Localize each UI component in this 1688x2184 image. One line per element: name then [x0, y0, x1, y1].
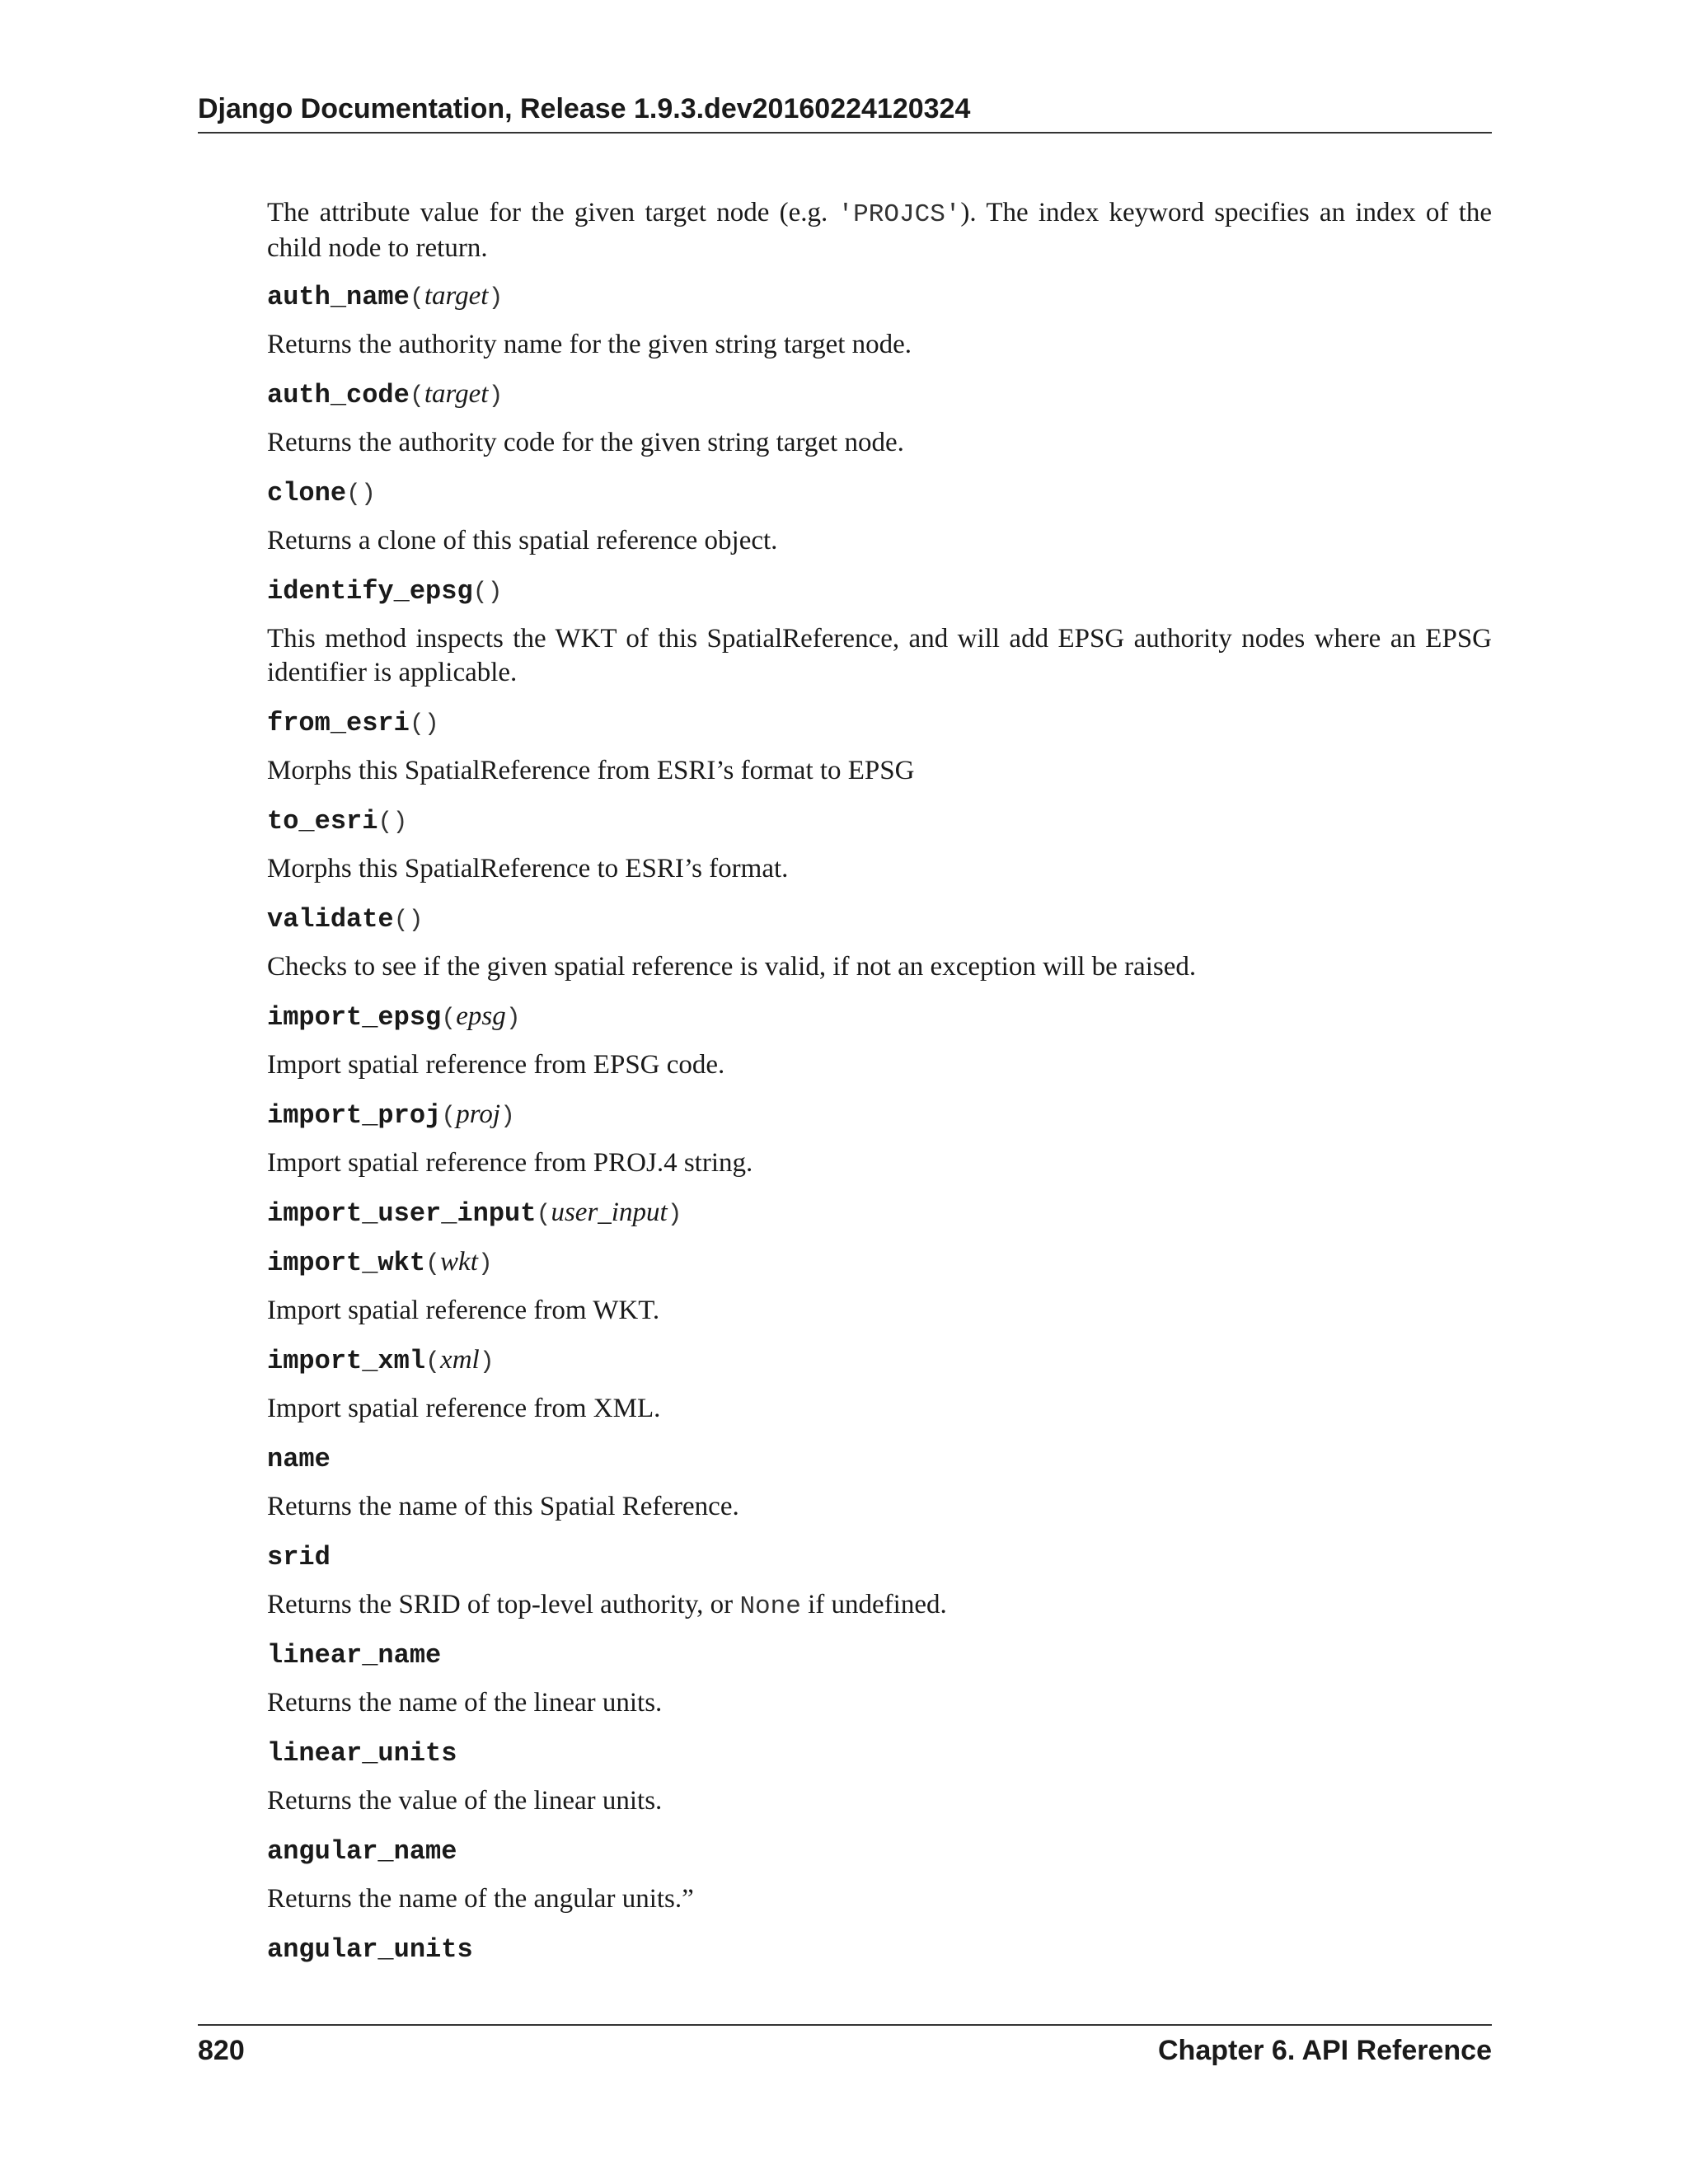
- close-paren: ): [477, 1250, 493, 1278]
- method-name: import_proj: [267, 1100, 442, 1131]
- method-argument: target: [424, 379, 489, 409]
- method-argument: user_input: [551, 1197, 668, 1227]
- close-paren: ): [667, 1201, 682, 1229]
- attribute-description: Returns the name of the linear units.: [267, 1688, 663, 1718]
- close-paren: ): [487, 579, 503, 607]
- method-name: from_esri: [267, 708, 410, 738]
- close-paren: ): [392, 808, 408, 837]
- method-signature: [267, 1343, 1492, 1377]
- method-name: import_xml: [267, 1346, 426, 1376]
- method-name: import_epsg: [267, 1002, 442, 1033]
- open-paren: (: [393, 907, 409, 935]
- attribute-signature: [267, 1637, 1492, 1671]
- attribute-angular-units: [267, 1931, 1492, 1966]
- method-signature: [267, 1244, 1492, 1279]
- attribute-name-label: name: [267, 1444, 331, 1474]
- attribute-linear-units: [267, 1735, 1492, 1818]
- method-name: auth_name: [267, 282, 410, 312]
- method-description: Returns the authority name for the given string target node.: [267, 330, 912, 359]
- intro-paragraph: [267, 196, 1492, 264]
- method-description: Returns a clone of this spatial reference object.: [267, 526, 778, 555]
- close-paren: ): [361, 480, 377, 509]
- method-name: identify_epsg: [267, 576, 473, 607]
- attribute-angular-name: [267, 1833, 1492, 1916]
- open-paren: (: [409, 382, 424, 410]
- method-argument: proj: [456, 1099, 501, 1129]
- method-signature: [267, 999, 1492, 1033]
- method-description: Checks to see if the given spatial reference is valid, if not an exception will be raised.: [267, 952, 1197, 982]
- method-description: Import spatial reference from EPSG code.: [267, 1050, 725, 1080]
- method-description: Morphs this SpatialReference from ESRI’s format to EPSG: [267, 756, 915, 785]
- chapter-title: Chapter 6. API Reference: [1158, 2035, 1492, 2066]
- document-title: Django Documentation, Release 1.9.3.dev20160224120324: [198, 93, 971, 124]
- open-paren: (: [472, 579, 488, 607]
- intro-text-after: ). The index keyword specifies an index of the child node to return.: [267, 198, 1493, 263]
- method-signature: [267, 901, 1492, 935]
- method-description: Returns the authority code for the given string target node.: [267, 428, 904, 457]
- close-paren: ): [488, 382, 504, 410]
- none-inline-code: None: [739, 1592, 801, 1621]
- method-import-xml: [267, 1343, 1492, 1426]
- close-paren: ): [488, 284, 504, 312]
- method-identify-epsg: [267, 573, 1492, 690]
- attribute-signature: [267, 1441, 1492, 1475]
- attribute-signature: [267, 1539, 1492, 1573]
- open-paren: (: [425, 1250, 441, 1278]
- method-to-esri: [267, 803, 1492, 886]
- attribute-linear-name: [267, 1637, 1492, 1720]
- attribute-description: Returns the value of the linear units.: [267, 1786, 663, 1816]
- method-name: clone: [267, 478, 347, 509]
- attribute-srid: [267, 1539, 1492, 1622]
- method-import-proj: [267, 1097, 1492, 1180]
- method-signature: [267, 573, 1492, 607]
- method-signature: [267, 803, 1492, 837]
- method-name: validate: [267, 904, 394, 935]
- attribute-name-label: linear_units: [267, 1738, 457, 1769]
- method-signature: [267, 279, 1492, 313]
- method-import-user-input: [267, 1195, 1492, 1230]
- attribute-name-label: angular_name: [267, 1836, 457, 1867]
- open-paren: (: [346, 480, 362, 509]
- method-import-wkt: [267, 1244, 1492, 1328]
- attribute-signature: [267, 1735, 1492, 1769]
- method-description: Import spatial reference from PROJ.4 string.: [267, 1148, 753, 1178]
- method-description: Morphs this SpatialReference to ESRI’s format.: [267, 854, 789, 883]
- method-description: Import spatial reference from WKT.: [267, 1296, 660, 1325]
- method-name: import_wkt: [267, 1248, 426, 1278]
- method-argument: wkt: [440, 1247, 478, 1277]
- api-content: [267, 196, 1492, 1966]
- attribute-name-label: srid: [267, 1542, 331, 1572]
- page-header: [198, 92, 1492, 134]
- close-paren: ): [479, 1348, 495, 1376]
- attribute-name-label: linear_name: [267, 1640, 442, 1671]
- srid-desc-before: Returns the SRID of top-level authority, or: [267, 1590, 740, 1619]
- method-name: to_esri: [267, 806, 378, 837]
- intro-inline-code: 'PROJCS': [837, 200, 961, 229]
- open-paren: (: [441, 1103, 457, 1131]
- method-validate: [267, 901, 1492, 984]
- method-argument: target: [424, 281, 489, 311]
- page-footer: [198, 2024, 1492, 2075]
- attribute-description: Returns the name of the angular units.”: [267, 1884, 694, 1914]
- method-signature: [267, 1195, 1492, 1230]
- method-signature: [267, 705, 1492, 739]
- method-name: auth_code: [267, 380, 410, 410]
- open-paren: (: [409, 710, 424, 738]
- attribute-signature: [267, 1833, 1492, 1868]
- open-paren: (: [536, 1201, 551, 1229]
- attribute-description: [267, 1588, 1492, 1622]
- intro-text-before: The attribute value for the given target node (e.g.: [267, 198, 838, 227]
- open-paren: (: [425, 1348, 441, 1376]
- srid-desc-after: if undefined.: [800, 1590, 947, 1619]
- method-name: import_user_input: [267, 1198, 537, 1229]
- method-auth-code: [267, 377, 1492, 460]
- method-signature: [267, 475, 1492, 509]
- method-argument: epsg: [456, 1001, 506, 1031]
- close-paren: ): [505, 1005, 521, 1033]
- method-import-epsg: [267, 999, 1492, 1082]
- close-paren: ): [424, 710, 439, 738]
- page-number: 820: [198, 2035, 245, 2066]
- attribute-name: [267, 1441, 1492, 1524]
- open-paren: (: [409, 284, 424, 312]
- method-argument: xml: [440, 1345, 480, 1375]
- method-signature: [267, 1097, 1492, 1132]
- open-paren: (: [441, 1005, 457, 1033]
- attribute-description: Returns the name of this Spatial Reference.: [267, 1492, 739, 1521]
- open-paren: (: [377, 808, 393, 837]
- attribute-name-label: angular_units: [267, 1934, 473, 1965]
- close-paren: ): [408, 907, 424, 935]
- close-paren: ): [500, 1103, 516, 1131]
- method-auth-name: [267, 279, 1492, 362]
- method-signature: [267, 377, 1492, 411]
- method-clone: [267, 475, 1492, 558]
- attribute-signature: [267, 1931, 1492, 1966]
- method-description: This method inspects the WKT of this SpatialReference, and will add EPSG authority nodes where an EPSG identifier is applicable.: [267, 624, 1492, 687]
- method-from-esri: [267, 705, 1492, 788]
- method-description: Import spatial reference from XML.: [267, 1394, 661, 1423]
